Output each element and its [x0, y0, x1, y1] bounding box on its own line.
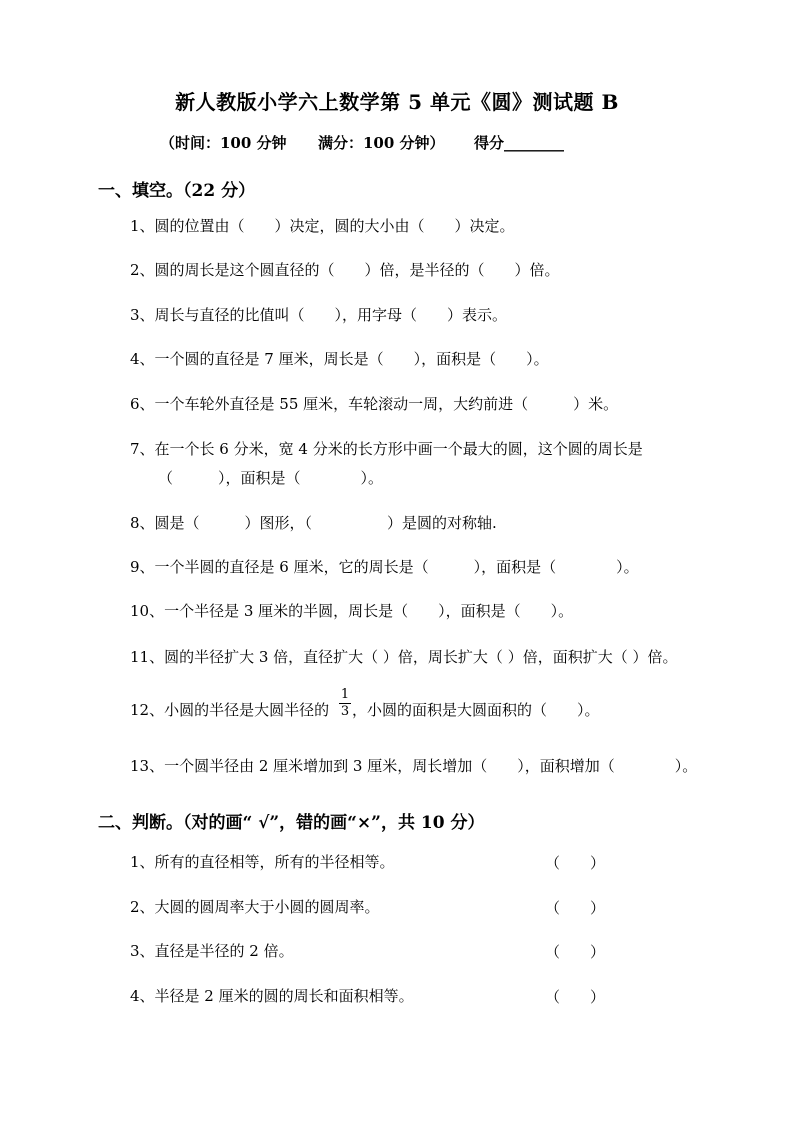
question-1-8: 8、圆是（ ）图形，（ ）是圆的对称轴. [130, 514, 497, 532]
section-judge-heading: 二、判断。（对的画“ √”，错的画“×”，共 10 分） [98, 813, 485, 833]
full-score: 满分：100 分钟） [318, 134, 445, 152]
question-1-9: 9、一个半圆的直径是 6 厘米，它的周长是（ ），面积是（ ）。 [130, 558, 639, 576]
judge-item-2: 2、大圆的圆周率大于小圆的圆周率。 [130, 898, 380, 916]
judge-item-4: 4、半径是 2 厘米的圆的周长和面积相等。 [130, 987, 414, 1005]
section-fill-in-heading: 一、填空。（22 分） [98, 181, 256, 201]
question-1-11: 11、圆的半径扩大 3 倍，直径扩大（ ）倍，周长扩大（ ）倍，面积扩大（ ）倍。 [130, 648, 678, 666]
time-limit: （时间：100 分钟 [160, 134, 287, 152]
question-1-7-line1: 7、在一个长 6 分米，宽 4 分米的长方形中画一个最大的圆，这个圆的周长是 [130, 440, 643, 458]
question-1-3: 3、周长与直径的比值叫（ ），用字母（ ）表示。 [130, 306, 508, 324]
question-1-7-line2: （ ），面积是（ ）。 [158, 469, 384, 487]
question-1-12-part1: 12、小圆的半径是大圆半径的 [130, 701, 330, 719]
question-1-1: 1、圆的位置由（ ）决定，圆的大小由（ ）决定。 [130, 217, 515, 235]
question-1-4: 4、一个圆的直径是 7 厘米，周长是（ ），面积是（ ）。 [130, 350, 549, 368]
judge-bracket-2: （ ） [545, 899, 606, 917]
fraction-numerator: 1 [340, 687, 350, 702]
question-1-13: 13、一个圆半径由 2 厘米增加到 3 厘米，周长增加（ ），面积增加（ ）。 [130, 757, 698, 775]
fraction-one-third [339, 688, 351, 719]
fraction-denominator: 3 [340, 704, 350, 719]
judge-bracket-1: （ ） [545, 854, 606, 872]
judge-bracket-4: （ ） [545, 988, 606, 1006]
score-field: 得分________ [474, 134, 565, 152]
judge-item-1: 1、所有的直径相等，所有的半径相等。 [130, 853, 395, 871]
page-title: 新人教版小学六上数学第 5 单元《圆》测试题 B [175, 90, 619, 114]
question-1-10: 10、一个半径是 3 厘米的半圆，周长是（ ），面积是（ ）。 [130, 602, 574, 620]
judge-item-3: 3、直径是半径的 2 倍。 [130, 942, 294, 960]
judge-bracket-3: （ ） [545, 943, 606, 961]
question-1-12-part2: ，小圆的面积是大圆面积的（ ）。 [352, 701, 600, 719]
question-1-6: 6、一个车轮外直径是 55 厘米，车轮滚动一周，大约前进（ ）米。 [130, 395, 619, 413]
question-1-2: 2、圆的周长是这个圆直径的（ ）倍，是半径的（ ）倍。 [130, 261, 560, 279]
